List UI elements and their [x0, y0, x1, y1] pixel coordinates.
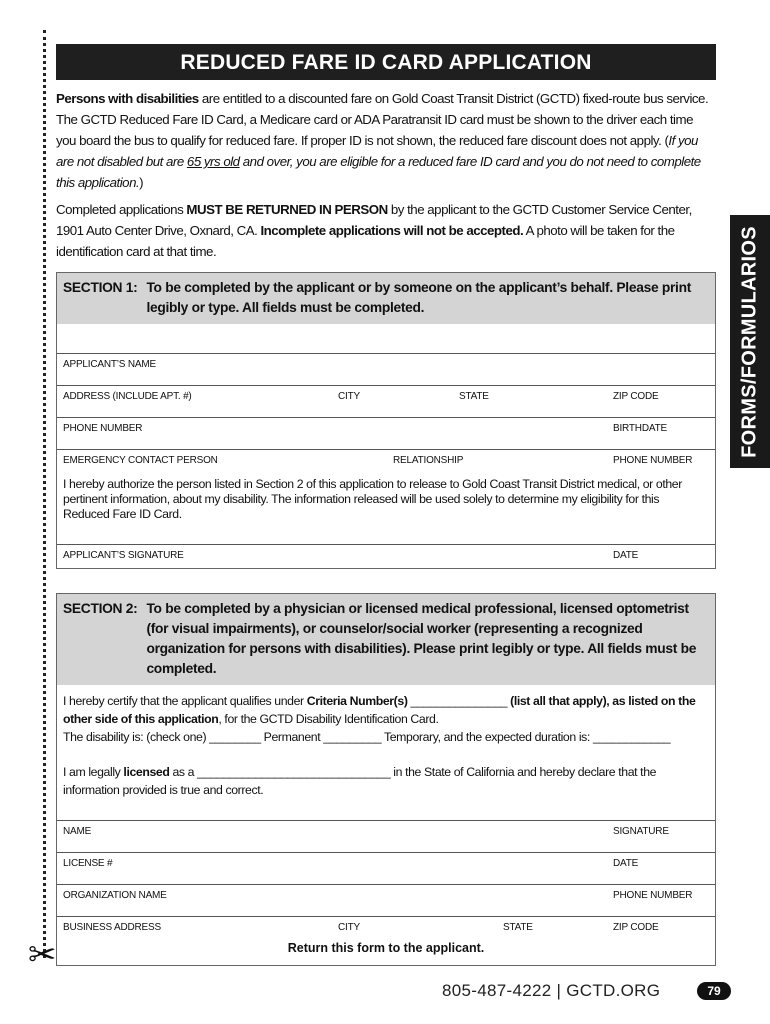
- side-tab-label: FORMS/FORMULARIOS: [738, 225, 761, 458]
- city-label: CITY: [338, 391, 360, 402]
- section-2-header: [57, 594, 715, 685]
- disability-check-line[interactable]: The disability is: (check one) ________ Permanent _________ Temporary, and the expected duration is: ____________: [63, 730, 671, 744]
- criteria-number-blank[interactable]: _______________: [407, 694, 511, 708]
- organization-field[interactable]: [57, 884, 715, 916]
- cert-intro: I hereby certify that the applicant qualifies under: [63, 694, 307, 708]
- section-1-label: SECTION 1:: [63, 280, 138, 295]
- certification-text: [57, 685, 715, 746]
- business-address-field[interactable]: [57, 916, 715, 937]
- organization-label: ORGANIZATION NAME: [63, 890, 167, 901]
- intro-italic-end: and over, you are eligible for a reduced fare ID card and you do not need to complete this application.: [56, 154, 701, 190]
- applicant-signature-field[interactable]: [57, 544, 715, 568]
- incomplete-warning: Incomplete applications will not be accepted.: [260, 223, 524, 238]
- business-city-label: CITY: [338, 922, 360, 933]
- license-intro: I am legally: [63, 765, 124, 779]
- section-1: [56, 272, 716, 569]
- intro-age: 65 yrs old: [186, 154, 240, 169]
- emergency-label: EMERGENCY CONTACT PERSON: [63, 455, 218, 466]
- phone-label: PHONE NUMBER: [63, 423, 143, 434]
- return-paragraph: [56, 199, 716, 262]
- zip-label: ZIP CODE: [613, 391, 659, 402]
- license-label: LICENSE #: [63, 858, 113, 869]
- business-zip-label: ZIP CODE: [613, 922, 659, 933]
- date-label: DATE: [613, 858, 639, 869]
- forms-side-tab: [730, 215, 770, 468]
- license-bold: licensed: [123, 765, 170, 779]
- return-text: Completed applications: [56, 202, 187, 217]
- return-to-applicant-note: Return this form to the applicant.: [287, 941, 485, 955]
- scissors-icon: ✂: [28, 936, 57, 974]
- applicant-name-field[interactable]: [57, 353, 715, 385]
- section-2: [56, 593, 716, 966]
- intro-italic: If you are not disabled but are: [56, 133, 698, 169]
- section-1-heading: To be completed by the applicant or by someone on the applicant’s behalf. Please print legibly or type. All fields must be completed.: [146, 280, 692, 315]
- address-label: ADDRESS (INCLUDE APT. #): [63, 391, 192, 402]
- emergency-field[interactable]: [57, 449, 715, 472]
- business-state-label: STATE: [503, 922, 533, 933]
- license-field[interactable]: [57, 852, 715, 884]
- cut-line: [43, 30, 46, 958]
- signature-label: SIGNATURE: [613, 826, 669, 837]
- footer-contact: 805-487-4222 | GCTD.ORG: [442, 981, 661, 1000]
- cert-end: , for the GCTD Disability Identification Card.: [218, 712, 439, 726]
- relationship-label: RELATIONSHIP: [393, 455, 464, 466]
- applicant-signature-label: APPLICANT’S SIGNATURE: [63, 550, 184, 561]
- business-address-label: BUSINESS ADDRESS: [63, 922, 161, 933]
- form-title: REDUCED FARE ID CARD APPLICATION: [56, 44, 716, 80]
- intro-text: are entitled to a discounted fare on Gold Coast Transit District (GCTD) fixed-route bus service. The GCTD Reduced Fare ID Card, a Medicare card or ADA Paratransit ID card must be shown to the driver each time you board the bus to qualify for reduced fare. If proper ID is not shown, the reduced fare discount does not apply. (: [56, 91, 709, 148]
- criteria-number-label: Criteria Number(s): [306, 694, 408, 708]
- license-declaration: [57, 746, 715, 806]
- criteria-instruction: (list all that apply), as listed on the other side of this application: [63, 694, 696, 726]
- section-2-label: SECTION 2:: [63, 601, 138, 616]
- professional-name-field[interactable]: [57, 820, 715, 852]
- section-1-header: [57, 273, 715, 324]
- state-label: STATE: [459, 391, 489, 402]
- applicant-name-label: APPLICANT’S NAME: [63, 359, 156, 370]
- return-address: by the applicant to the GCTD Customer Service Center, 1901 Auto Center Drive, Oxnard, CA.: [56, 202, 692, 238]
- license-text[interactable]: as a ______________________________ in the State of California and hereby declare that the information provided is true and correct.: [63, 765, 657, 797]
- address-field[interactable]: [57, 385, 715, 417]
- phone-field[interactable]: [57, 417, 715, 449]
- intro-bold-lead: Persons with disabilities: [56, 91, 199, 106]
- page-number-badge: 79: [697, 982, 731, 1000]
- intro-paragraph: [56, 88, 716, 193]
- photo-note: A photo will be taken for the identification card at that time.: [56, 223, 675, 259]
- org-phone-label: PHONE NUMBER: [613, 890, 693, 901]
- applicant-date-label: DATE: [613, 550, 639, 561]
- name-label: NAME: [63, 826, 92, 837]
- application-form: [56, 44, 716, 966]
- emergency-phone-label: PHONE NUMBER: [613, 455, 693, 466]
- birthdate-label: BIRTHDATE: [613, 423, 667, 434]
- section-2-heading: To be completed by a physician or licensed medical professional, licensed optometrist (for visual impairments), or counselor/social worker (representing a recognized organization for persons with disabilities). Please print legibly or type. All fields must be completed.: [146, 601, 697, 676]
- authorization-text: I hereby authorize the person listed in Section 2 of this application to release to Gold Coast Transit District medical, or other pertinent information, about my disability. The information released will be used solely to determine my eligibility for this Reduced Fare ID Card.: [63, 477, 682, 521]
- intro-close: ): [139, 175, 144, 190]
- return-bold: MUST BE RETURNED IN PERSON: [186, 202, 388, 217]
